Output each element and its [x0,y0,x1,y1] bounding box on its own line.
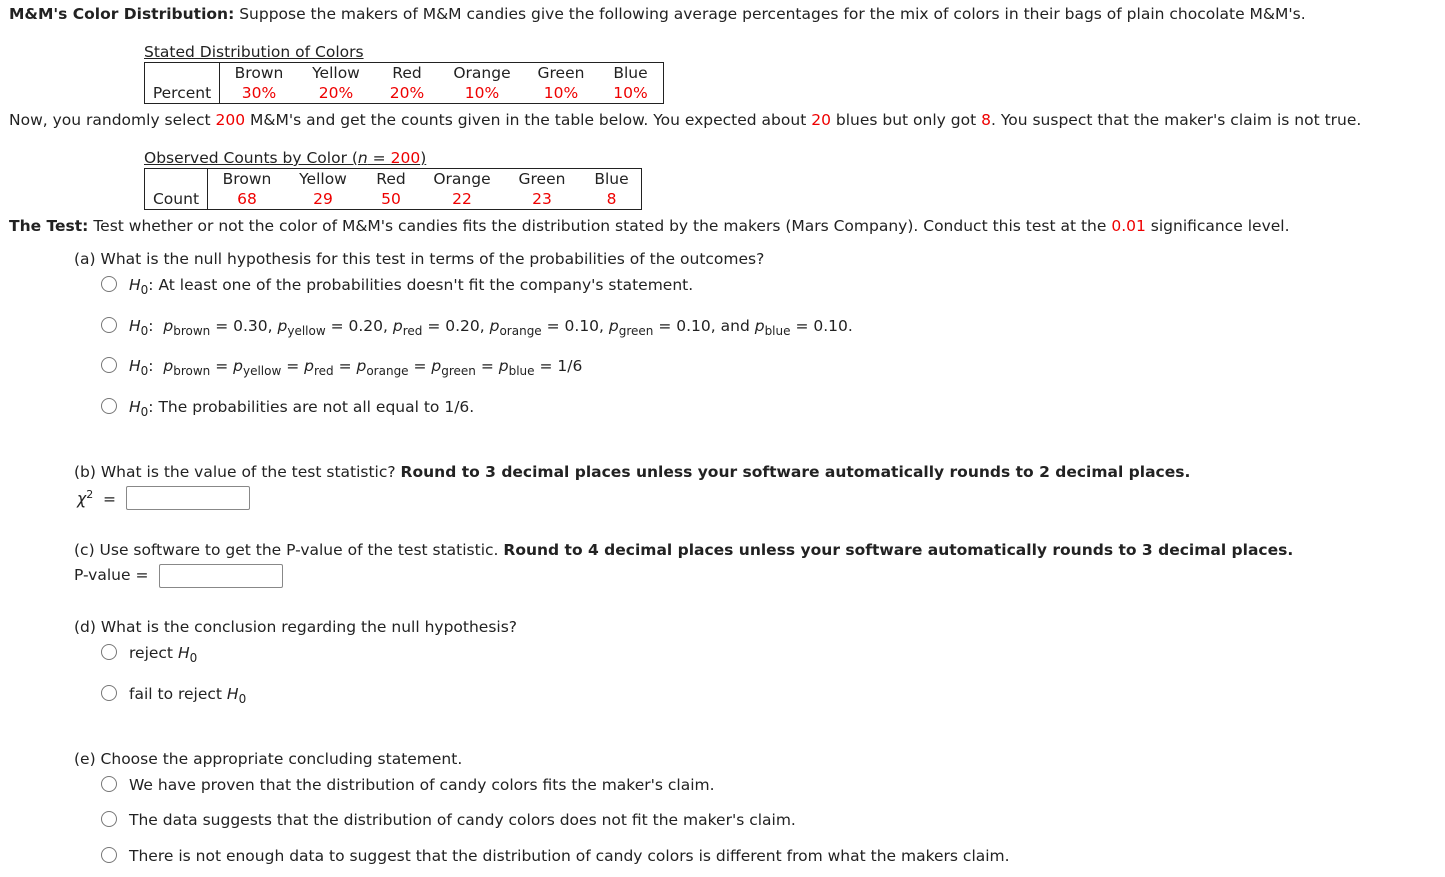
observed-value-green: 23 [502,189,582,210]
scenario-part: blues but only got [830,111,982,129]
stated-header-orange: Orange [440,63,524,84]
part-d-option-fail[interactable] [101,685,247,706]
chi-square-label [77,488,116,508]
observed-value-brown: 68 [208,189,287,210]
equals: = [210,357,234,375]
observed-header-orange: Orange [422,169,502,190]
p-value-text: = 0.10, and [653,317,755,335]
p-subscript: brown [173,364,211,378]
h-subscript: 0 [140,324,149,338]
title-text: Suppose the makers of M&M candies give the following average percentages for the mix of colors in their bags of plain chocolate M&M's. [234,5,1306,23]
stated-value-brown: 30% [220,83,299,104]
chi-superscript: 2 [86,488,94,501]
h-symbol: H [129,357,141,375]
p-symbol: p [304,357,314,375]
radio-button[interactable] [101,276,117,292]
part-a-option-4[interactable] [101,398,475,419]
observed-header-red: Red [360,169,422,190]
p-subscript: blue [508,364,535,378]
chi-symbol: χ [77,490,87,509]
scenario-text [9,111,1361,129]
stated-value-yellow: 20% [298,83,374,104]
option-text: The data suggests that the distribution of candy colors does not fit the maker's claim. [129,811,796,829]
p-symbol: p [498,357,509,375]
h-subscript: 0 [189,651,198,665]
p-subscript: green [618,324,654,338]
part-b-question [74,463,1190,481]
scenario-part: . You suspect that the maker's claim is not true. [990,111,1362,129]
caption-part: ) [420,149,427,167]
rounding-instruction: Round to 3 decimal places unless your software automatically rounds to 2 decimal places. [400,463,1191,481]
option-text: reject [129,644,178,662]
title-bold: M&M's Color Distribution: [9,5,235,23]
equals: = [408,357,432,375]
radio-button[interactable] [101,847,117,863]
h-subscript: 0 [238,692,247,706]
p-subscript: orange [366,364,409,378]
colon: : [148,357,164,375]
radio-button[interactable] [101,317,117,333]
option-text: : The probabilities are not all equal to 1/6. [148,398,475,416]
p-subscript: brown [173,324,211,338]
part-a-option-2[interactable] [101,317,853,338]
observed-value-red: 50 [360,189,422,210]
p-symbol: p [608,317,619,335]
stated-header-green: Green [524,63,598,84]
p-value-text: = 0.10, [541,317,609,335]
caption-part: = [367,149,391,167]
part-a-option-3[interactable] [101,357,583,378]
h-subscript: 0 [140,283,149,297]
stated-table [144,62,664,104]
p-symbol: p [233,357,243,375]
test-part: significance level. [1145,217,1290,235]
test-label: The Test: [9,217,89,235]
p-symbol: p [392,317,403,335]
h-subscript: 0 [140,405,149,419]
observed-blue: 8 [981,111,991,129]
option-text: fail to reject [129,685,227,703]
colon: : [148,317,164,335]
observed-table-caption [144,149,426,167]
test-description [9,217,1290,235]
h-symbol: H [177,644,190,662]
radio-button[interactable] [101,357,117,373]
radio-button[interactable] [101,685,117,701]
rounding-instruction: Round to 4 decimal places unless your software automatically rounds to 3 decimal places. [503,541,1294,559]
part-d-option-reject[interactable] [101,644,198,665]
p-subscript: yellow [242,364,282,378]
observed-row-label: Count [145,169,208,210]
radio-button[interactable] [101,644,117,660]
p-symbol: p [356,357,367,375]
observed-header-green: Green [502,169,582,190]
p-value-text: = 0.20, [325,317,393,335]
p-subscript: yellow [287,324,326,338]
equals: = [281,357,305,375]
equals-end: = 1/6 [534,357,583,375]
stated-header-yellow: Yellow [298,63,374,84]
p-subscript: orange [499,324,542,338]
caption-n: n [357,149,368,167]
scenario-part: M&M's and get the counts given in the table below. You expected about [245,111,812,129]
h-symbol: H [129,317,141,335]
stated-header-blue: Blue [598,63,664,84]
question-text: (b) What is the value of the test statistic? [74,463,401,481]
observed-value-blue: 8 [582,189,642,210]
stated-value-blue: 10% [598,83,664,104]
part-a-question: (a) What is the null hypothesis for this test in terms of the probabilities of the outcomes? [74,250,765,268]
significance-level: 0.01 [1111,217,1146,235]
h-symbol: H [129,276,141,294]
part-e-option-1[interactable] [101,776,715,794]
observed-value-orange: 22 [422,189,502,210]
equals: = [103,490,117,509]
part-d-question: (d) What is the conclusion regarding the null hypothesis? [74,618,518,636]
observed-header-yellow: Yellow [286,169,360,190]
h-symbol: H [226,685,239,703]
p-value-text: = 0.10. [790,317,853,335]
test-part: Test whether or not the color of M&M's candies fits the distribution stated by the makers (Mars Company). Conduct this test at the [88,217,1112,235]
expected-blue: 20 [811,111,831,129]
stated-header-red: Red [374,63,440,84]
p-subscript: blue [764,324,791,338]
stated-value-red: 20% [374,83,440,104]
stated-value-green: 10% [524,83,598,104]
radio-button[interactable] [101,776,117,792]
p-value-text: = 0.20, [422,317,490,335]
observed-table [144,168,642,210]
problem-title [9,5,1306,23]
stated-table-caption: Stated Distribution of Colors [144,43,364,61]
equals: = [475,357,499,375]
caption-n-value: 200 [390,149,421,167]
p-symbol: p [754,317,765,335]
p-value-label: P-value = [74,566,149,584]
option-text: We have proven that the distribution of candy colors fits the maker's claim. [129,776,715,794]
radio-button[interactable] [101,398,117,414]
observed-header-brown: Brown [208,169,287,190]
p-symbol: p [277,317,288,335]
p-subscript: red [313,364,334,378]
p-subscript: red [402,324,423,338]
observed-value-yellow: 29 [286,189,360,210]
observed-header-blue: Blue [582,169,642,190]
stated-header-brown: Brown [220,63,299,84]
part-e-option-3[interactable] [101,847,1010,865]
stated-row-label: Percent [145,63,220,104]
p-value-input[interactable] [159,564,283,588]
p-value-text: = 0.30, [210,317,278,335]
equals: = [333,357,357,375]
option-text: There is not enough data to suggest that the distribution of candy colors is different from what the makers claim. [129,847,1010,865]
part-a-option-1[interactable] [101,276,694,297]
p-symbol: p [489,317,500,335]
radio-button[interactable] [101,811,117,827]
p-symbol: p [163,317,174,335]
question-text: (c) Use software to get the P-value of the test statistic. [74,541,504,559]
part-e-option-2[interactable] [101,811,796,829]
h-symbol: H [129,398,141,416]
scenario-part: Now, you randomly select [9,111,216,129]
sample-size: 200 [215,111,246,129]
stated-value-orange: 10% [440,83,524,104]
p-symbol: p [431,357,442,375]
h-subscript: 0 [140,364,149,378]
caption-part: Observed Counts by Color ( [144,149,358,167]
p-subscript: green [441,364,476,378]
p-symbol: p [163,357,174,375]
chi-square-input[interactable] [126,486,250,510]
part-e-question: (e) Choose the appropriate concluding statement. [74,750,463,768]
part-c-question [74,541,1293,559]
option-text: : At least one of the probabilities doesn't fit the company's statement. [148,276,694,294]
